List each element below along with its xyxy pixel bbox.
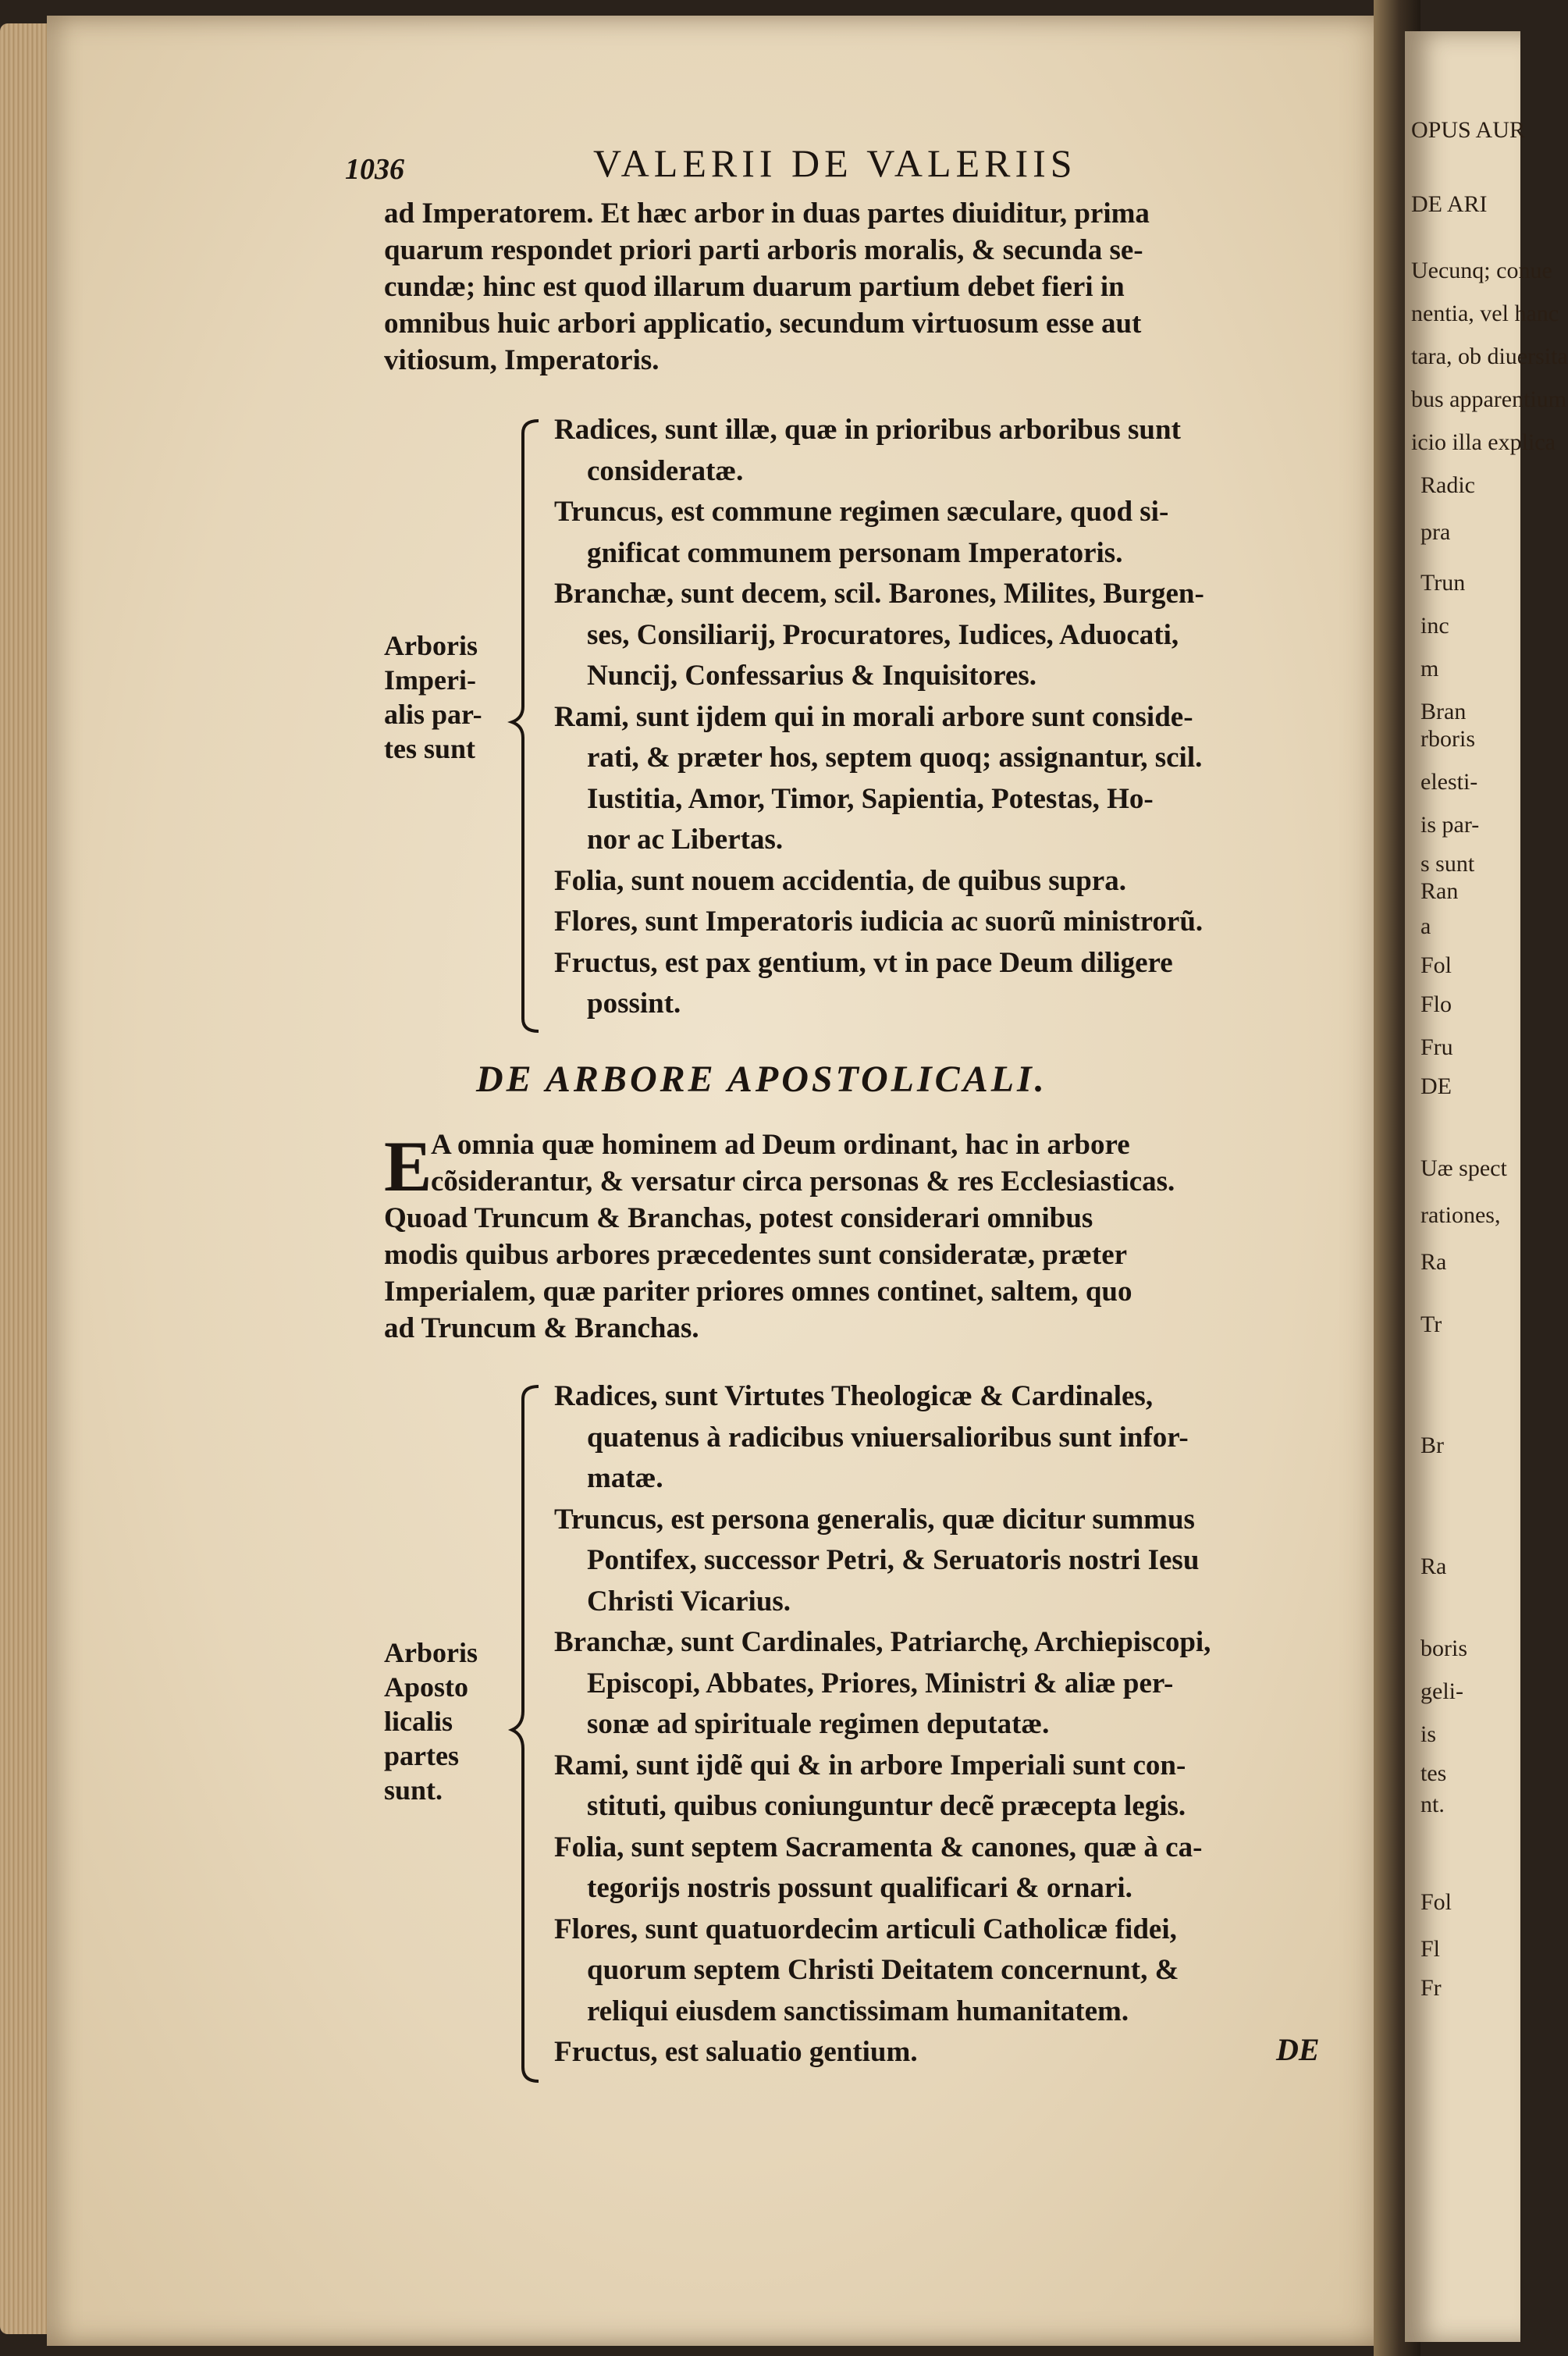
tree-entry-line: Truncus, est persona generalis, quæ dicitur summus bbox=[554, 1503, 1195, 1536]
facing-page-fragment: nentia, vel hanc bbox=[1411, 301, 1559, 326]
tree-entry-line: Fructus, est saluatio gentium. bbox=[554, 2036, 918, 2068]
facing-page-fragment: a bbox=[1420, 913, 1431, 939]
facing-page-fragment: tara, ob diuersita bbox=[1411, 343, 1568, 369]
tree-entry-line: ses, Consiliarij, Procuratores, Iudices, Aduocati, bbox=[587, 618, 1179, 651]
text-line: omnibus huic arbori applicatio, secundum virtuosum esse aut bbox=[384, 308, 1142, 340]
tree-entry-line: sonæ ad spirituale regimen deputatæ. bbox=[587, 1708, 1050, 1740]
running-title: VALERII DE VALERIIS bbox=[593, 141, 1077, 185]
facing-page-fragment: Ra bbox=[1420, 1249, 1447, 1275]
tree-entry-line: quorum septem Christi Deitatem concernunt, & bbox=[587, 1954, 1179, 1986]
tree-entry-line: tegorijs nostris possunt qualificari & ornari. bbox=[587, 1872, 1132, 1904]
tree-entry-line: Christi Vicarius. bbox=[587, 1585, 791, 1618]
label-line: sunt. bbox=[384, 1774, 443, 1806]
facing-page-fragment: bus apparentium bbox=[1411, 386, 1567, 412]
text-line: vitiosum, Imperatoris. bbox=[384, 344, 660, 376]
tree-entry-line: Iustitia, Amor, Timor, Sapientia, Potestas, Ho- bbox=[587, 782, 1154, 815]
tree-entry-line: Rami, sunt ijdẽ qui & in arbore Imperiali sunt con- bbox=[554, 1749, 1186, 1781]
facing-page-fragment: Fol bbox=[1420, 952, 1452, 978]
tree-entry-line: Nuncij, Confessarius & Inquisitores. bbox=[587, 660, 1036, 692]
drop-cap: E bbox=[384, 1126, 432, 1206]
facing-page-fragment: OPUS AUR bbox=[1411, 117, 1525, 143]
facing-page bbox=[1405, 31, 1568, 2342]
imperial-tree-brace bbox=[507, 418, 546, 1034]
tree-entry-line: quatenus à radicibus vniuersalioribus sunt infor- bbox=[587, 1421, 1189, 1454]
facing-page-fragment: Bran bbox=[1420, 699, 1467, 724]
tree-entry-line: gnificat communem personam Imperatoris. bbox=[587, 536, 1123, 569]
facing-page-fragment: rboris bbox=[1420, 726, 1475, 752]
label-line: licalis bbox=[384, 1706, 453, 1737]
facing-page-fragment: is par- bbox=[1420, 812, 1480, 838]
tree-entry-line: reliqui eiusdem sanctissimam humanitatem. bbox=[587, 1995, 1129, 2027]
tree-entry-line: Flores, sunt quatuordecim articuli Catholicæ fidei, bbox=[554, 1913, 1177, 1945]
facing-page-fragment: boris bbox=[1420, 1635, 1467, 1661]
facing-page-fragment: DE bbox=[1420, 1073, 1452, 1099]
facing-page-fragment: Tr bbox=[1420, 1311, 1442, 1337]
apostolic-tree-brace bbox=[507, 1383, 546, 2086]
facing-page-fragment: Flo bbox=[1420, 991, 1452, 1017]
tree-entry-line: Pontifex, successor Petri, & Seruatoris nostri Iesu bbox=[587, 1544, 1200, 1576]
facing-page-fragment: elesti- bbox=[1420, 769, 1478, 795]
facing-page-fragment: Uecunq; conue bbox=[1411, 258, 1552, 283]
text-line: cundæ; hinc est quod illarum duarum partium debet fieri in bbox=[384, 271, 1125, 303]
facing-page-fragment: tes bbox=[1420, 1760, 1447, 1786]
facing-page-fragment: Fol bbox=[1420, 1889, 1452, 1915]
facing-page-fragment: Radic bbox=[1420, 472, 1475, 498]
tree-entry-line: Episcopi, Abbates, Priores, Ministri & aliæ per- bbox=[587, 1667, 1174, 1699]
label-line: Aposto bbox=[384, 1671, 469, 1703]
tree-entry-line: Folia, sunt septem Sacramenta & canones, quæ à ca- bbox=[554, 1831, 1203, 1863]
tree-entry-line: stituti, quibus coniunguntur decẽ præcepta legis. bbox=[587, 1790, 1186, 1822]
text-line: cõsiderantur, & versatur circa personas & res Ecclesiasticas. bbox=[431, 1166, 1175, 1198]
text-line: modis quibus arbores præcedentes sunt consideratæ, præter bbox=[384, 1239, 1128, 1271]
label-line: partes bbox=[384, 1740, 459, 1771]
text-line: ad Imperatorem. Et hæc arbor in duas partes diuiditur, prima bbox=[384, 198, 1150, 230]
text-line: quarum respondet priori parti arboris moralis, & secunda se- bbox=[384, 234, 1143, 266]
text-line: ad Truncum & Branchas. bbox=[384, 1312, 699, 1344]
facing-page-fragment: pra bbox=[1420, 519, 1451, 545]
tree-entry-line: Rami, sunt ijdem qui in morali arbore sunt conside- bbox=[554, 700, 1193, 733]
tree-entry-line: Fructus, est pax gentium, vt in pace Deum diligere bbox=[554, 946, 1173, 979]
facing-page-fragment: rationes, bbox=[1420, 1202, 1501, 1228]
tree-entry-line: consideratæ. bbox=[587, 454, 744, 487]
label-line: alis par- bbox=[384, 699, 482, 730]
facing-page-fragment: Fru bbox=[1420, 1034, 1453, 1060]
text-line: Quoad Truncum & Branchas, potest considerari omnibus bbox=[384, 1202, 1093, 1234]
tree-entry-line: nor ac Libertas. bbox=[587, 824, 784, 856]
facing-page-fragment: is bbox=[1420, 1721, 1437, 1747]
tree-entry-line: Flores, sunt Imperatoris iudicia ac suorũ ministrorũ. bbox=[554, 906, 1204, 938]
facing-page-fragment: inc bbox=[1420, 613, 1449, 639]
tree-entry-line: Branchæ, sunt Cardinales, Patriarchę, Archiepiscopi, bbox=[554, 1626, 1211, 1658]
facing-page-fragment: Ra bbox=[1420, 1553, 1447, 1579]
label-line: Arboris bbox=[384, 630, 478, 661]
text-line: A omnia quæ hominem ad Deum ordinant, hac in arbore bbox=[431, 1129, 1130, 1161]
facing-page-fragment: icio illa explica bbox=[1411, 429, 1556, 455]
tree-entry-line: Radices, sunt Virtutes Theologicæ & Cardinales, bbox=[554, 1380, 1154, 1412]
facing-page-fragment: DE ARI bbox=[1411, 191, 1488, 217]
facing-page-fragment: s sunt bbox=[1420, 851, 1475, 877]
facing-page-fragment: m bbox=[1420, 656, 1439, 682]
tree-entry-line: Folia, sunt nouem accidentia, de quibus supra. bbox=[554, 864, 1126, 897]
facing-page-fragment: nt. bbox=[1420, 1792, 1445, 1817]
label-line: tes sunt bbox=[384, 733, 476, 764]
catchword: DE bbox=[1276, 2032, 1320, 2067]
facing-page-fragment: Br bbox=[1420, 1432, 1444, 1458]
label-line: Imperi- bbox=[384, 664, 476, 696]
tree-entry-line: possint. bbox=[587, 988, 681, 1020]
tree-entry-line: matæ. bbox=[587, 1462, 663, 1494]
tree-entry-line: rati, & præter hos, septem quoq; assignantur, scil. bbox=[587, 742, 1203, 774]
facing-page-fragment: Ran bbox=[1420, 878, 1459, 904]
tree-entry-line: Radices, sunt illæ, quæ in prioribus arboribus sunt bbox=[554, 414, 1181, 446]
facing-page-fragment: Uæ spect bbox=[1420, 1155, 1507, 1181]
facing-page-fragment: Fr bbox=[1420, 1975, 1442, 2001]
label-line: Arboris bbox=[384, 1637, 478, 1668]
section-heading: DE ARBORE APOSTOLICALI. bbox=[476, 1059, 1047, 1100]
facing-page-fragment: Fl bbox=[1420, 1936, 1441, 1962]
facing-page-fragment: Trun bbox=[1420, 570, 1466, 596]
tree-entry-line: Branchæ, sunt decem, scil. Barones, Milites, Burgen- bbox=[554, 578, 1204, 610]
facing-page-fragment: geli- bbox=[1420, 1678, 1463, 1704]
page-number: 1036 bbox=[345, 153, 404, 186]
tree-entry-line: Truncus, est commune regimen sæculare, quod si- bbox=[554, 496, 1169, 528]
text-line: Imperialem, quæ pariter priores omnes continet, saltem, quo bbox=[384, 1276, 1132, 1308]
